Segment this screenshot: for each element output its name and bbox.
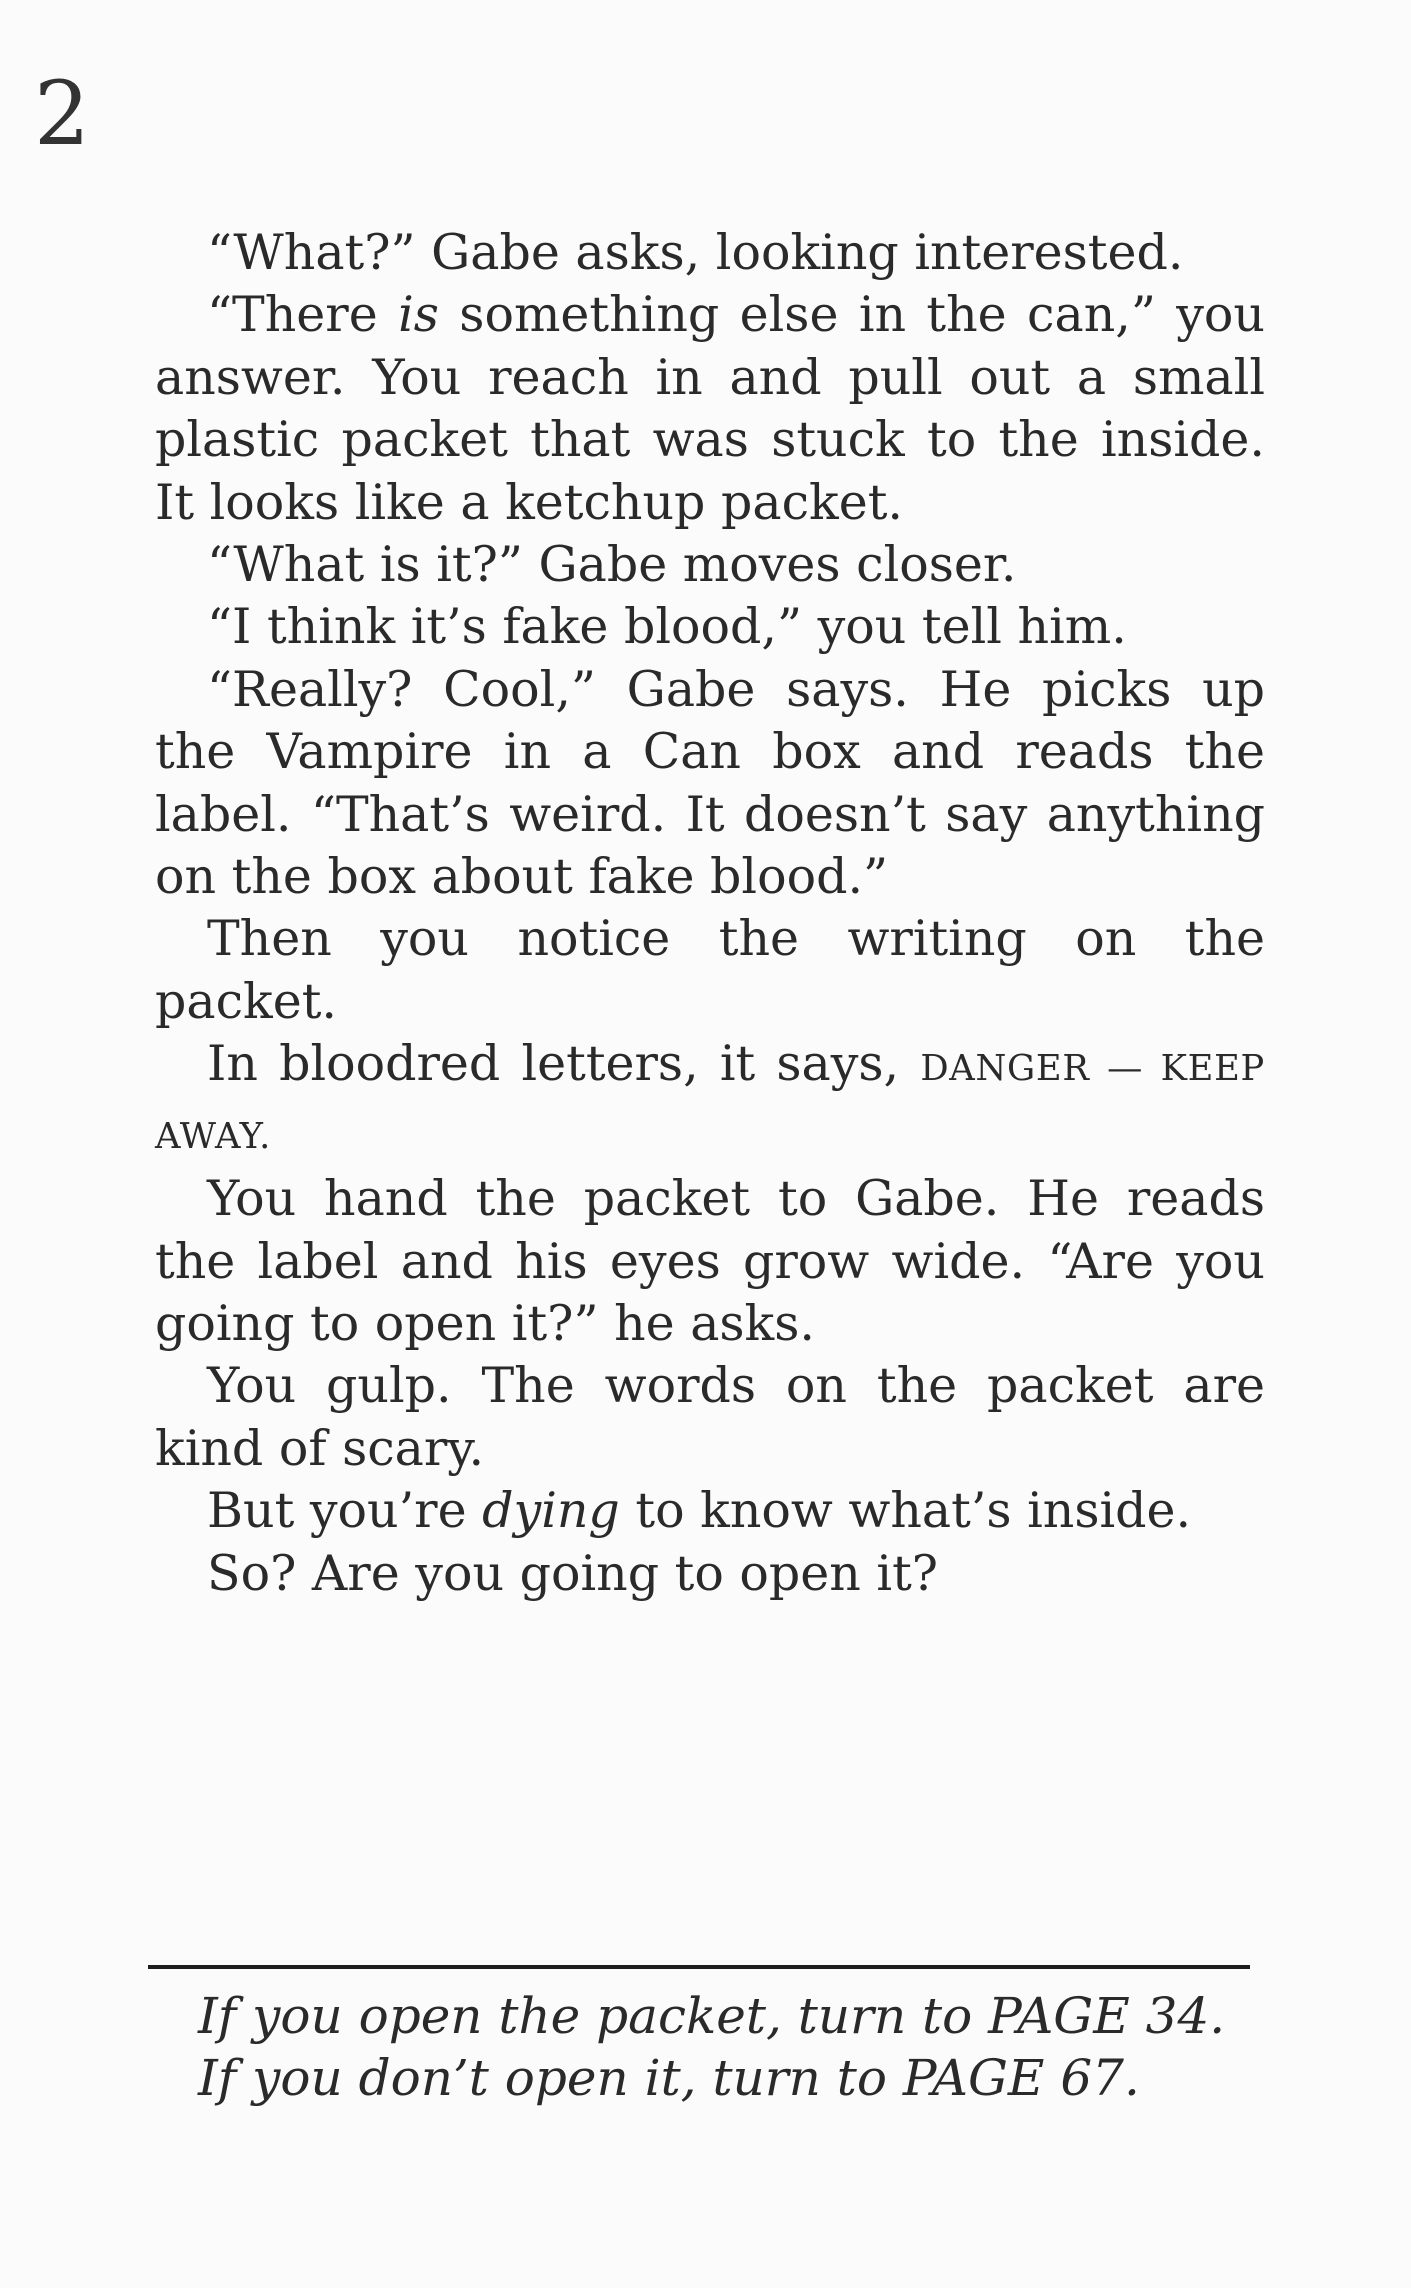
choice-dont-open: If you don’t open it, turn to PAGE 67.	[198, 2049, 1140, 2107]
choice-block	[198, 1985, 1225, 2109]
divider-rule	[148, 1965, 1250, 1969]
text-segment: But you’re	[207, 1482, 483, 1540]
story-paragraph: “Really? Cool,” Gabe says. He picks up the Vampire in a Can box and reads the label. “That’s weird. It doesn’t say anything on the box about fake blood.”	[155, 660, 1265, 906]
story-paragraph	[155, 284, 1265, 534]
warning-text: DANGER — KEEP AWAY.	[155, 1048, 1265, 1157]
story-paragraph: “What is it?” Gabe moves closer.	[207, 536, 1017, 594]
text-segment: In bloodred letters, it says,	[207, 1035, 921, 1093]
story-paragraph	[155, 1033, 1265, 1168]
story-text	[155, 222, 1265, 1605]
story-paragraph: “I think it’s fake blood,” you tell him.	[207, 598, 1127, 656]
text-segment: “There	[207, 286, 399, 344]
story-paragraph: You hand the packet to Gabe. He reads the label and his eyes grow wide. “Are you going to open it?” he asks.	[155, 1170, 1265, 1352]
emphasis: is	[398, 286, 439, 344]
text-segment: something else in the can,” you answer. You reach in and pull out a small plastic packet that was stuck to the inside. It looks like a ketchup packet.	[155, 286, 1265, 531]
emphasis: dying	[482, 1482, 620, 1540]
story-paragraph	[155, 1480, 1265, 1542]
page-number: 2	[34, 62, 90, 165]
story-paragraph: Then you notice the writing on the packet.	[155, 910, 1265, 1030]
choice-open-packet: If you open the packet, turn to PAGE 34.	[198, 1987, 1226, 2045]
text-segment: to know what’s inside.	[619, 1482, 1192, 1540]
story-paragraph: “What?” Gabe asks, looking interested.	[207, 224, 1184, 281]
story-paragraph: You gulp. The words on the packet are kind of scary.	[155, 1357, 1265, 1477]
story-paragraph: So? Are you going to open it?	[207, 1544, 939, 1602]
